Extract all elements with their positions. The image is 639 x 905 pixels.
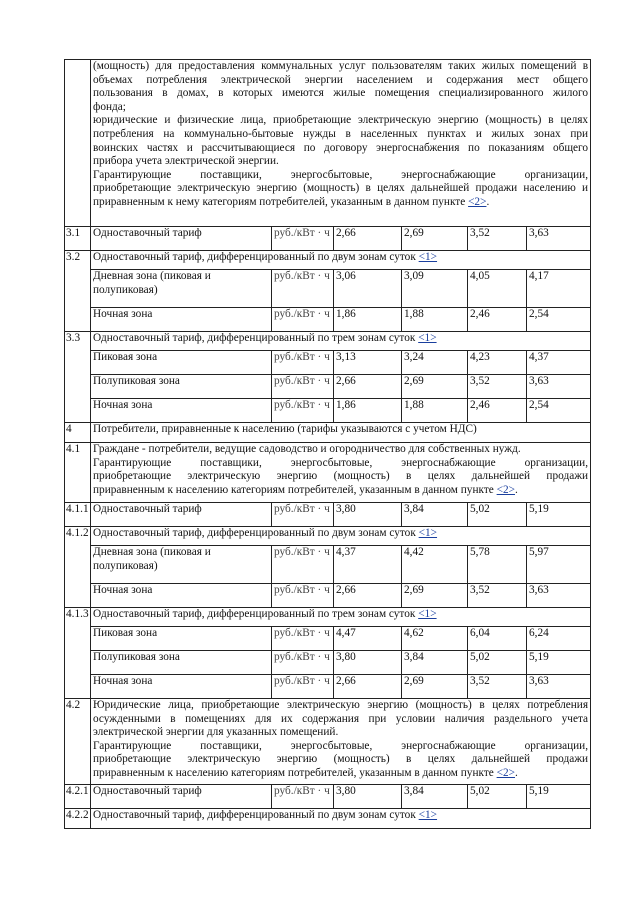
- tariff-row: [65, 308, 591, 332]
- unit-cell: руб./кВт · ч: [272, 270, 334, 308]
- unit-cell: руб./кВт · ч: [272, 227, 334, 251]
- value-cell: 4,17: [527, 270, 591, 308]
- value-cell: 3,84: [402, 785, 468, 809]
- value-cell: 3,63: [527, 675, 591, 699]
- value-cell: 3,06: [334, 270, 402, 308]
- intro-line: потребления на коммунально-бытовые нужды в населенных пунктах и жилых зонах при: [93, 127, 589, 140]
- tariff-row: [65, 785, 591, 809]
- footnote-link[interactable]: <2>: [496, 483, 515, 496]
- tariff-row: [65, 627, 591, 651]
- value-cell: 4,23: [468, 351, 527, 375]
- intro-line: пользования в домах, в которых имеются жилые помещения специализированного жилого: [93, 87, 589, 100]
- value-cell: 5,02: [468, 503, 527, 527]
- intro-line: приобретающие электрическую энергию (мощность) в целях дальнейшей продажи населению и: [93, 182, 589, 195]
- tariff-row: [65, 503, 591, 527]
- section-row: [65, 608, 591, 627]
- value-cell: 2,46: [468, 308, 527, 332]
- value-cell: 3,24: [402, 351, 468, 375]
- unit-cell: руб./кВт · ч: [272, 399, 334, 423]
- value-cell: 2,69: [402, 375, 468, 399]
- row-number: 4.2.2: [65, 809, 91, 829]
- tariff-row: [65, 351, 591, 375]
- unit-cell: руб./кВт · ч: [272, 308, 334, 332]
- tariff-row: [65, 675, 591, 699]
- tariff-row: [65, 399, 591, 423]
- value-cell: 3,80: [334, 651, 402, 675]
- footnote-link[interactable]: <1>: [418, 332, 437, 344]
- row-label: Пиковая зона: [91, 351, 272, 375]
- intro-line: прибора учета электрической энергии.: [93, 155, 279, 168]
- value-cell: 2,54: [527, 399, 591, 423]
- value-cell: 4,62: [402, 627, 468, 651]
- value-cell: 3,52: [468, 375, 527, 399]
- row-label: Пиковая зона: [91, 627, 272, 651]
- row-label: Полупиковая зона: [91, 651, 272, 675]
- row-label: Одноставочный тариф: [91, 227, 272, 251]
- section-text: Одноставочный тариф, дифференцированный по трем зонам суток <1>: [91, 608, 591, 627]
- value-cell: 4,37: [334, 546, 402, 584]
- row-number: 4.1: [65, 443, 91, 503]
- unit-cell: руб./кВт · ч: [272, 546, 334, 584]
- value-cell: 3,80: [334, 785, 402, 809]
- row-number: 3.2: [65, 251, 91, 332]
- value-cell: 3,09: [402, 270, 468, 308]
- value-cell: 3,52: [468, 584, 527, 608]
- row-label: Ночная зона: [91, 399, 272, 423]
- section-text: Граждане - потребители, ведущие садоводство и огородничество для собственных нужд. Гарантирующие поставщики, энергосбытовые, энергоснабжающие организации, приобретающие электрическую энергию (мощность) в целях дальнейшей продажи приравненным к населению категориям потребителей, указанным в данном пункте <2>.: [91, 443, 591, 503]
- value-cell: 3,52: [468, 227, 527, 251]
- unit-cell: руб./кВт · ч: [272, 375, 334, 399]
- value-cell: 2,69: [402, 675, 468, 699]
- value-cell: 3,63: [527, 227, 591, 251]
- section-text: Одноставочный тариф, дифференцированный по двум зонам суток <1>: [91, 527, 591, 546]
- value-cell: 5,19: [527, 651, 591, 675]
- footnote-link[interactable]: <1>: [418, 251, 438, 263]
- value-cell: 5,02: [468, 785, 527, 809]
- value-cell: 2,66: [334, 675, 402, 699]
- section-text: Потребители, приравненные к населению (тарифы указываются с учетом НДС): [91, 423, 591, 443]
- tariff-row: [65, 375, 591, 399]
- num-cell: [65, 60, 91, 227]
- value-cell: 2,46: [468, 399, 527, 423]
- row-label: Ночная зона: [91, 308, 272, 332]
- tariff-row: [65, 584, 591, 608]
- value-cell: 3,63: [527, 375, 591, 399]
- section-text: Одноставочный тариф, дифференцированный по двум зонам суток <1>: [91, 809, 591, 829]
- section-text: Одноставочный тариф, дифференцированный по трем зонам суток <1>: [91, 332, 591, 351]
- footnote-link[interactable]: <2>: [496, 766, 515, 779]
- section-row: [65, 699, 591, 785]
- footnote-link[interactable]: <1>: [418, 608, 437, 620]
- row-number: 3.3: [65, 332, 91, 423]
- footnote-link[interactable]: <2>: [468, 195, 487, 208]
- value-cell: 2,66: [334, 375, 402, 399]
- row-label: Дневная зона (пиковая и полупиковая): [91, 546, 272, 584]
- intro-line: юридические и физические лица, приобретающие электрическую энергию (мощность) в целях: [93, 114, 589, 127]
- tariff-row: [65, 651, 591, 675]
- intro-line: приравненным к нему категориям потребителей, указанным в данном пункте <2>.: [93, 195, 490, 208]
- value-cell: 6,24: [527, 627, 591, 651]
- tariff-row: [65, 227, 591, 251]
- row-label: Ночная зона: [91, 584, 272, 608]
- tariff-row: [65, 270, 591, 308]
- row-label: Дневная зона (пиковая и полупиковая): [91, 270, 272, 308]
- value-cell: 2,54: [527, 308, 591, 332]
- row-number: 4.2: [65, 699, 91, 785]
- row-number: 4.2.1: [65, 785, 91, 809]
- value-cell: 3,63: [527, 584, 591, 608]
- value-cell: 3,13: [334, 351, 402, 375]
- value-cell: 3,84: [402, 503, 468, 527]
- value-cell: 5,78: [468, 546, 527, 584]
- value-cell: 1,86: [334, 399, 402, 423]
- row-number: 4.1.2: [65, 527, 91, 608]
- value-cell: 4,05: [468, 270, 527, 308]
- section-text: Юридические лица, приобретающие электрическую энергию (мощность) в целях потребления осужденными в помещениях для их содержания при условии наличия раздельного учета электрической энергии для указанных помещений. Гарантирующие поставщики, энергосбытовые, энергоснабжающие организации, приобретающие электрическую энергию (мощность) в целях дальнейшей продажи приравненным к населению категориям потребителей, указанным в данном пункте <2>.: [91, 699, 591, 785]
- value-cell: 3,52: [468, 675, 527, 699]
- row-number: 4.1.1: [65, 503, 91, 527]
- unit-cell: руб./кВт · ч: [272, 584, 334, 608]
- unit-cell: руб./кВт · ч: [272, 627, 334, 651]
- intro-text: [91, 60, 591, 227]
- row-label: Ночная зона: [91, 675, 272, 699]
- unit-cell: руб./кВт · ч: [272, 785, 334, 809]
- intro-line: воинских частях и рассчитывающиеся по договору энергоснабжения по показаниям общего: [93, 141, 589, 154]
- row-label: Одноставочный тариф: [91, 503, 272, 527]
- footnote-link[interactable]: <1>: [418, 527, 438, 539]
- value-cell: 1,88: [402, 399, 468, 423]
- row-label: Полупиковая зона: [91, 375, 272, 399]
- unit-cell: руб./кВт · ч: [272, 503, 334, 527]
- value-cell: 3,84: [402, 651, 468, 675]
- section-text: Одноставочный тариф, дифференцированный по двум зонам суток <1>: [91, 251, 591, 270]
- intro-row: [65, 60, 591, 227]
- unit-cell: руб./кВт · ч: [272, 351, 334, 375]
- value-cell: 4,42: [402, 546, 468, 584]
- value-cell: 2,69: [402, 227, 468, 251]
- unit-cell: руб./кВт · ч: [272, 675, 334, 699]
- value-cell: 5,19: [527, 785, 591, 809]
- section-row: [65, 423, 591, 443]
- row-number: 4.1.3: [65, 608, 91, 699]
- row-number: 4: [65, 423, 91, 443]
- value-cell: 2,66: [334, 227, 402, 251]
- intro-line: фонда;: [93, 100, 126, 113]
- row-number: 3.1: [65, 227, 91, 251]
- value-cell: 4,37: [527, 351, 591, 375]
- unit-cell: руб./кВт · ч: [272, 651, 334, 675]
- value-cell: 6,04: [468, 627, 527, 651]
- section-row: [65, 809, 591, 829]
- value-cell: 5,19: [527, 503, 591, 527]
- tariff-row: [65, 546, 591, 584]
- value-cell: 5,97: [527, 546, 591, 584]
- intro-line: объемах потребления электрической энергии населением и содержания мест общего: [93, 73, 589, 86]
- value-cell: 3,80: [334, 503, 402, 527]
- value-cell: 1,88: [402, 308, 468, 332]
- value-cell: 5,02: [468, 651, 527, 675]
- value-cell: 1,86: [334, 308, 402, 332]
- value-cell: 2,66: [334, 584, 402, 608]
- section-row: [65, 527, 591, 546]
- value-cell: 2,69: [402, 584, 468, 608]
- intro-line: (мощность) для предоставления коммунальных услуг пользователям таких жилых помещений в: [93, 60, 589, 72]
- section-row: [65, 332, 591, 351]
- section-row: [65, 443, 591, 503]
- section-row: [65, 251, 591, 270]
- row-label: Одноставочный тариф: [91, 785, 272, 809]
- value-cell: 4,47: [334, 627, 402, 651]
- intro-line: Гарантирующие поставщики, энергосбытовые, энергоснабжающие организации,: [93, 168, 589, 181]
- tariff-table: [64, 59, 591, 829]
- footnote-link[interactable]: <1>: [418, 809, 438, 821]
